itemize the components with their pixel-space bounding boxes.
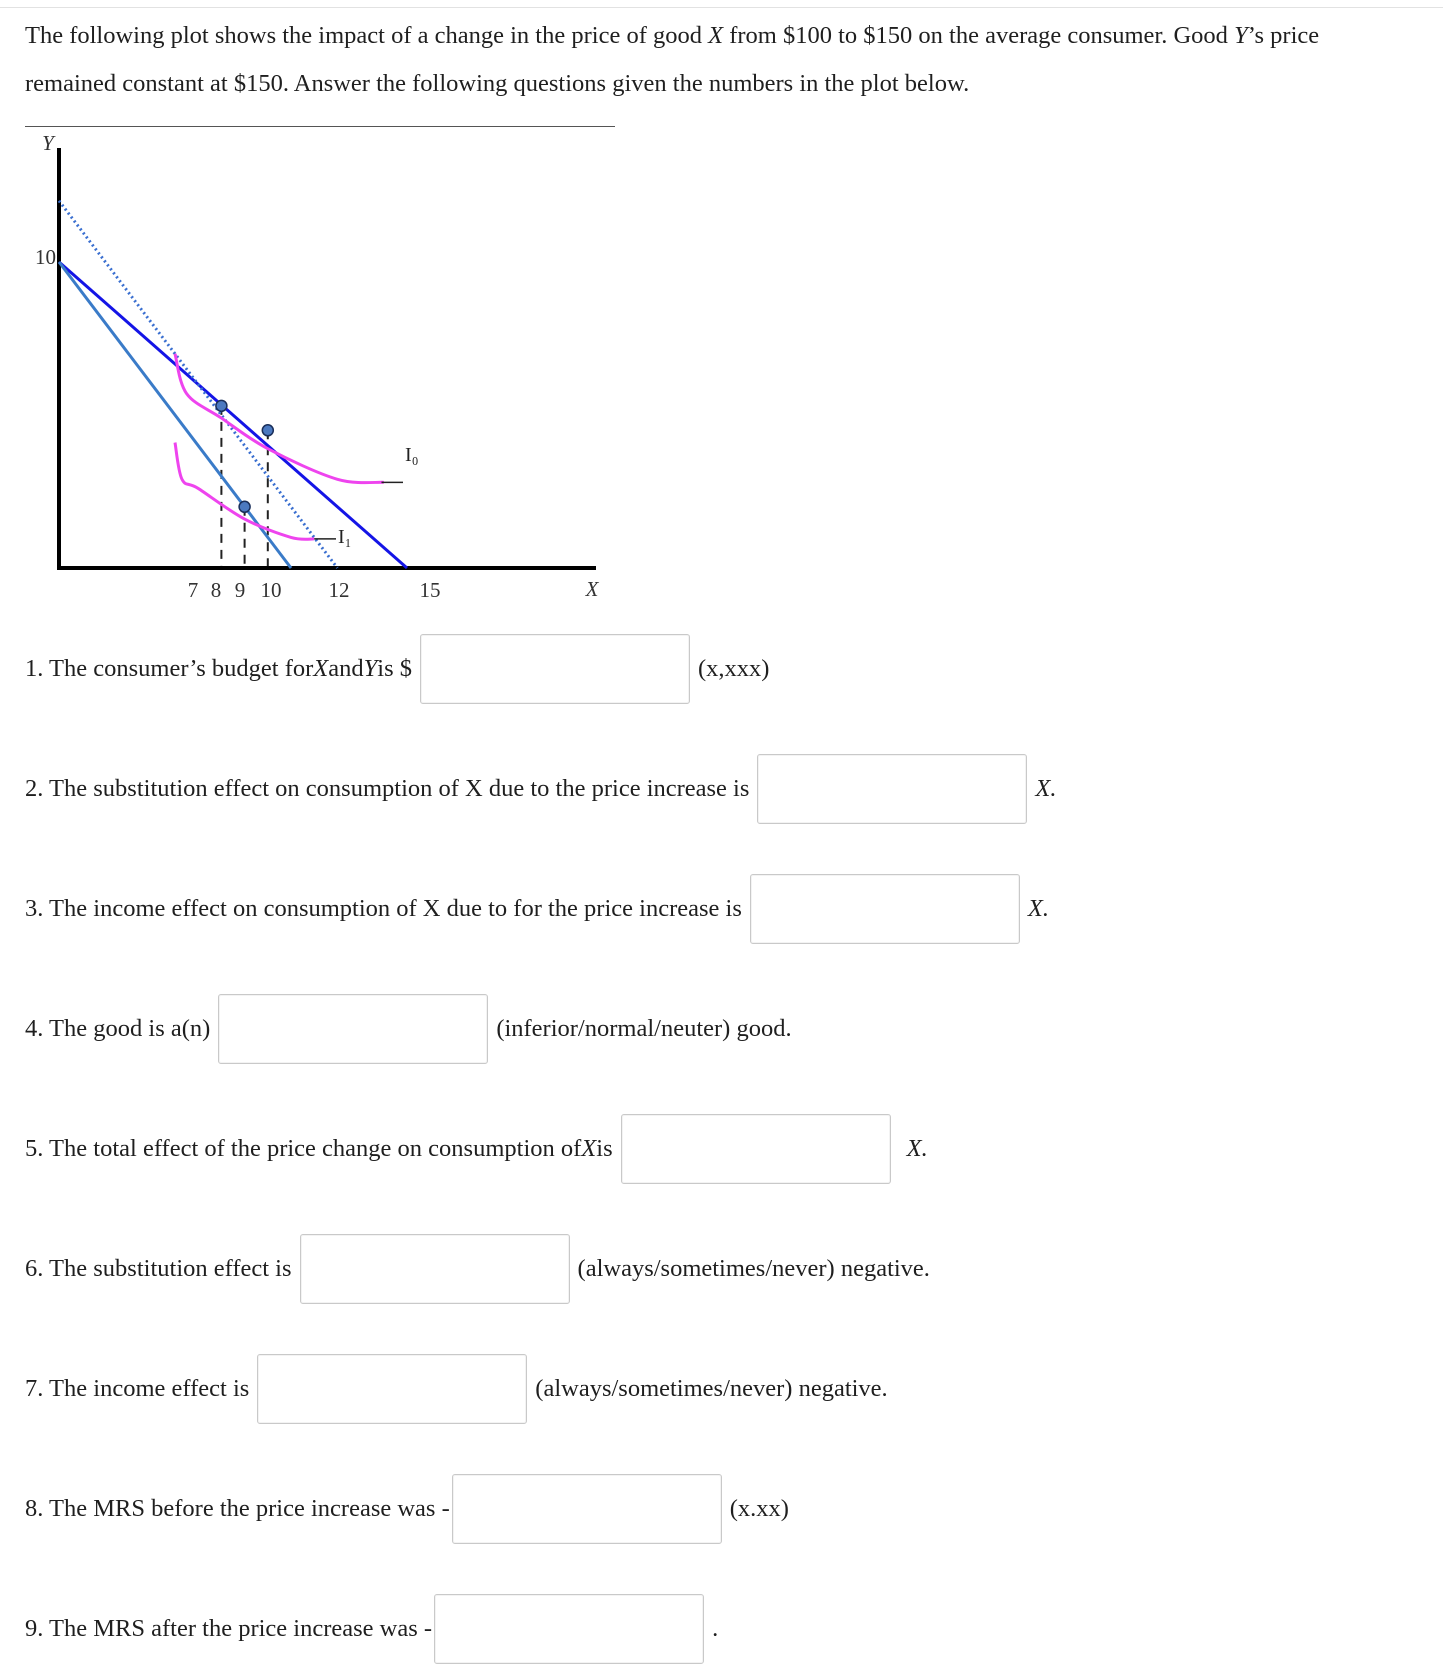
budget-indifference-plot: [0, 0, 620, 610]
question-4-text: 4. The good is a(n): [25, 1015, 211, 1042]
question-1-post: is $: [377, 655, 412, 682]
question-5: [25, 1112, 928, 1186]
question-8-text: 8. The MRS before the price increase was -: [25, 1495, 450, 1522]
question-9: [25, 1592, 718, 1666]
i0-series: [175, 354, 384, 483]
question-5-pre: 5. The total effect of the price change on consumption of: [25, 1135, 582, 1162]
y-tick-label: 10: [35, 245, 56, 269]
good-type-input[interactable]: [218, 994, 488, 1064]
question-2: [25, 752, 1057, 826]
question-6-text: 6. The substitution effect is: [25, 1255, 292, 1282]
x-axis-label: X: [585, 577, 599, 601]
question-6: [25, 1232, 930, 1306]
choice-point: [262, 425, 273, 436]
question-2-text: 2. The substitution effect on consumption of X due to the price increase is: [25, 775, 750, 802]
curve-label-i1: I₁: [338, 526, 352, 548]
question-4: [25, 992, 792, 1066]
question-7-text: 7. The income effect is: [25, 1375, 250, 1402]
new-budget-line-series: [59, 262, 291, 568]
question-7: [25, 1352, 888, 1426]
substitution-sign-input[interactable]: [300, 1234, 570, 1304]
y-axis-label: Y: [42, 131, 54, 155]
income-effect-input[interactable]: [750, 874, 1020, 944]
problem-intro: The following plot shows the impact of a change in the price of good X from $100 to $150 on the average consumer. Good Y’s price remained constant at $150. Answer the following questions given the numbers in the plot below.: [25, 22, 1320, 97]
substitution-effect-input[interactable]: [757, 754, 1027, 824]
question-7-options: (always/sometimes/never) negative.: [535, 1375, 888, 1402]
choice-point: [216, 400, 227, 411]
question-5-unit: X.: [906, 1135, 928, 1162]
question-5-post: is: [596, 1135, 613, 1162]
x-tick-label: 15: [419, 578, 441, 602]
original-budget-line-series: [59, 262, 407, 568]
question-1-var-x: X: [313, 655, 329, 682]
mrs-after-input[interactable]: [434, 1594, 704, 1664]
x-tick-label: 12: [328, 578, 350, 602]
question-8-format-hint: (x.xx): [729, 1495, 789, 1522]
question-3-text: 3. The income effect on consumption of X due to for the price increase is: [25, 895, 742, 922]
question-2-unit: X.: [1035, 775, 1057, 802]
question-1-var-y: Y: [363, 655, 378, 682]
x-tick-label: 10: [260, 578, 282, 602]
x-tick-label: 8: [210, 578, 222, 602]
income-sign-input[interactable]: [257, 1354, 527, 1424]
question-1-mid: and: [328, 655, 364, 682]
budget-answer-input[interactable]: [420, 634, 690, 704]
question-4-options: (inferior/normal/neuter) good.: [496, 1015, 792, 1042]
question-8: [25, 1472, 789, 1546]
question-1-pre: 1. The consumer’s budget for: [25, 655, 314, 682]
question-9-end: .: [712, 1615, 719, 1642]
question-5-var-x: X: [581, 1135, 597, 1162]
curve-label-i0: I₀: [405, 444, 419, 466]
question-3: [25, 872, 1049, 946]
question-6-options: (always/sometimes/never) negative.: [577, 1255, 930, 1282]
compensated-budget-line-series: [59, 201, 337, 568]
question-1: [25, 632, 769, 706]
x-tick-label: 7: [187, 578, 199, 602]
x-tick-label: 9: [234, 578, 246, 602]
question-9-text: 9. The MRS after the price increase was -: [25, 1615, 433, 1642]
question-1-format-hint: (x,xxx): [697, 655, 770, 682]
question-3-unit: X.: [1027, 895, 1049, 922]
total-effect-input[interactable]: [621, 1114, 891, 1184]
choice-point: [239, 501, 250, 512]
mrs-before-input[interactable]: [452, 1474, 722, 1544]
